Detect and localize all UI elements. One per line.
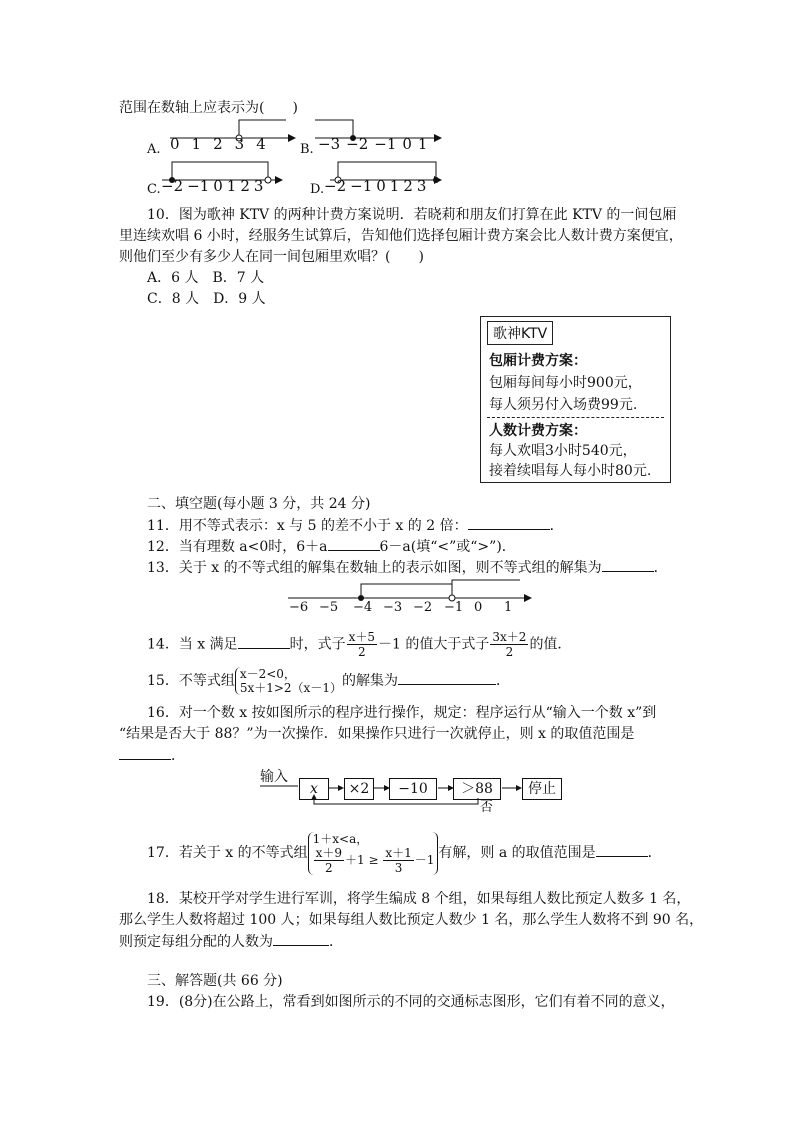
tick-label: −1 <box>187 177 210 195</box>
section3-heading: 三、解答题(共 66 分) <box>147 973 283 989</box>
tick-label: 1 <box>389 177 400 195</box>
tick-label: 2 <box>240 177 250 195</box>
q16-line1: 16．对一个数 x 按如图所示的程序进行操作，规定：程序运行从“输入一个数 x”到 <box>147 705 657 721</box>
q17 <box>147 826 662 880</box>
flow-box-x: x <box>299 778 329 800</box>
q16-answer-blank <box>119 745 171 760</box>
q12-text-b: 6－a(填“<”或“>”)． <box>379 539 516 555</box>
tick-label: −2 <box>161 177 184 195</box>
q11-text: 11．用不等式表示：x 与 5 的差不小于 x 的 2 倍： <box>147 518 468 534</box>
q19-line1: 19．(8分)在公路上，常看到如图所示的不同的交通标志图形，它们有着不同的意义， <box>147 994 675 1010</box>
q16-line2: “结果是否大于 88？”为一次操作．如果操作只进行一次就停止，则 x 的取值范围是 <box>119 726 635 742</box>
q15-text-a: 15．不等式组 <box>147 673 235 689</box>
option-a-label: A. <box>147 142 161 157</box>
q9-stem-tail: 范围在数轴上应表示为( ) <box>119 100 298 116</box>
q17-text-a: 17．若关于 x 的不等式组 <box>147 845 308 861</box>
q10-line3: 则他们至少有多少人在同一间包厢里欢唱？( ) <box>119 249 424 265</box>
q10-line1: 10．图为歌神 KTV 的两种计费方案说明．若晓莉和朋友们打算在此 KTV 的一间包厢 <box>147 207 677 223</box>
tick-label: 3 <box>253 177 264 195</box>
tick-label: 4 <box>256 135 266 153</box>
tick-label: −2 <box>346 135 369 153</box>
q13-end: ． <box>653 560 668 576</box>
ktv-plan1-head: 包厢计费方案： <box>489 353 587 369</box>
q11 <box>147 515 564 536</box>
ktv-plan2-head: 人数计费方案： <box>489 423 587 439</box>
tick-label: 2 <box>403 177 413 195</box>
option-a-ticks <box>170 134 278 154</box>
tick-label: 3 <box>416 177 427 195</box>
tick-label: 1 <box>504 600 513 615</box>
tick-label: −3 <box>318 135 341 153</box>
ktv-plan2-line1: 每人欢唱3小时540元， <box>489 443 637 459</box>
q16-end: ． <box>171 748 185 764</box>
ktv-pricing-box <box>480 316 671 483</box>
q15-end: ． <box>495 673 510 689</box>
q17-answer-blank <box>596 842 648 857</box>
option-b-ticks <box>318 134 433 154</box>
tick-label: 3 <box>234 135 245 153</box>
option-c-ticks <box>161 176 267 196</box>
q14-text-c: －1 的值大于式子 <box>378 636 490 653</box>
tick-label: −6 <box>289 600 309 615</box>
tick-label: 1 <box>191 135 202 153</box>
q13-answer-blank <box>602 557 654 572</box>
tick-label: 0 <box>474 600 483 615</box>
option-c-label: C. <box>147 182 161 197</box>
tick-label: 1 <box>226 177 237 195</box>
q13-tick-labels <box>282 600 542 618</box>
tick-label: −5 <box>319 600 339 615</box>
q11-end: ． <box>549 518 564 534</box>
q13-text: 13．关于 x 的不等式组的解集在数轴上的表示如图，则不等式组的解集为 <box>147 560 602 576</box>
tick-label: −2 <box>324 177 347 195</box>
flow-box-stop: 停止 <box>522 778 562 800</box>
q14-text-b: 时，式子 <box>289 636 346 653</box>
flow-box-subtract: −10 <box>389 778 437 800</box>
tick-label: 1 <box>417 135 428 153</box>
ktv-plan1-line2: 每人须另付入场费99元. <box>489 397 638 413</box>
q10-line2: 里连续欢唱 6 小时，经服务生试算后，告知他们选择包厢计费方案会比人数计费方案便宜， <box>119 228 683 244</box>
q10-options-cd: C．8 人 D．9 人 <box>147 291 266 307</box>
flow-input-label: 输入 <box>260 769 288 785</box>
tick-label: 0 <box>170 135 180 153</box>
q12-text-a: 12．当有理数 a<0时，6＋a <box>147 539 328 555</box>
q18-line1: 18．某校开学对学生进行军训，将学生编成 8 个组，如果每组人数比预定人数多 1 名， <box>147 891 691 907</box>
q17-inequality-system: 1＋x<a， $\frac{x+9}{2}$ ＋1 ≥ $\frac{x+1}{3}$ －1 <box>308 832 439 875</box>
option-d-label: D. <box>310 182 325 197</box>
ktv-divider <box>487 417 664 418</box>
q15-inequality-system: x－2<0， 5x＋1>2（x－1） <box>235 667 342 695</box>
tick-label: −1 <box>374 135 397 153</box>
q12-answer-blank <box>328 536 380 551</box>
q17-end: ． <box>647 845 662 861</box>
tick-label: −1 <box>350 177 373 195</box>
q15-text-b: 的解集为 <box>341 673 398 689</box>
q15 <box>147 666 510 696</box>
q14-text-a: 14．当 x 满足 <box>147 636 238 653</box>
tick-label: −2 <box>413 600 433 615</box>
q11-answer-blank <box>468 515 550 530</box>
tick-label: −4 <box>353 600 373 615</box>
q14-fraction-1: $\frac{x+5}{2}$ <box>348 630 376 659</box>
ktv-plan2-line2: 接着续唱每人每小时80元. <box>489 463 652 479</box>
option-d-ticks <box>324 176 430 196</box>
q16-line3 <box>119 745 185 766</box>
q14 <box>147 630 571 659</box>
q18-answer-blank <box>273 931 329 946</box>
q14-answer-blank <box>238 634 290 649</box>
option-b-label: B. <box>300 142 314 157</box>
tick-label: −3 <box>383 600 403 615</box>
q15-answer-blank <box>398 670 496 685</box>
ktv-title: 歌神KTV <box>487 321 553 345</box>
flow-no-label: 否 <box>480 800 494 815</box>
tick-label: −1 <box>444 600 464 615</box>
q18-line3: 则预定每组分配的人数为 ． <box>119 931 343 952</box>
q10-options-ab: A．6 人 B．7 人 <box>147 270 265 286</box>
ktv-plan1-line1: 包厢每间每小时900元， <box>489 375 642 391</box>
section2-heading: 二、填空题(每小题 3 分，共 24 分) <box>147 496 371 512</box>
q17-text-b: 有解，则 a 的取值范围是 <box>438 845 596 861</box>
q14-fraction-2: $\frac{3x+2}{2}$ <box>492 630 527 659</box>
q14-text-d: 的值． <box>529 636 572 653</box>
q13 <box>147 557 668 578</box>
tick-label: 2 <box>213 135 223 153</box>
flow-box-compare: ＞88 <box>453 778 501 800</box>
tick-label: 0 <box>402 135 412 153</box>
q18-line2: 那么学生人数将超过 100 人；如果每组人数比预定人数少 1 名，那么学生人数将不到 90 名， <box>119 912 704 928</box>
q12 <box>147 536 516 557</box>
tick-label: 0 <box>213 177 223 195</box>
tick-label: 0 <box>376 177 386 195</box>
flow-box-multiply: ×2 <box>344 778 374 800</box>
